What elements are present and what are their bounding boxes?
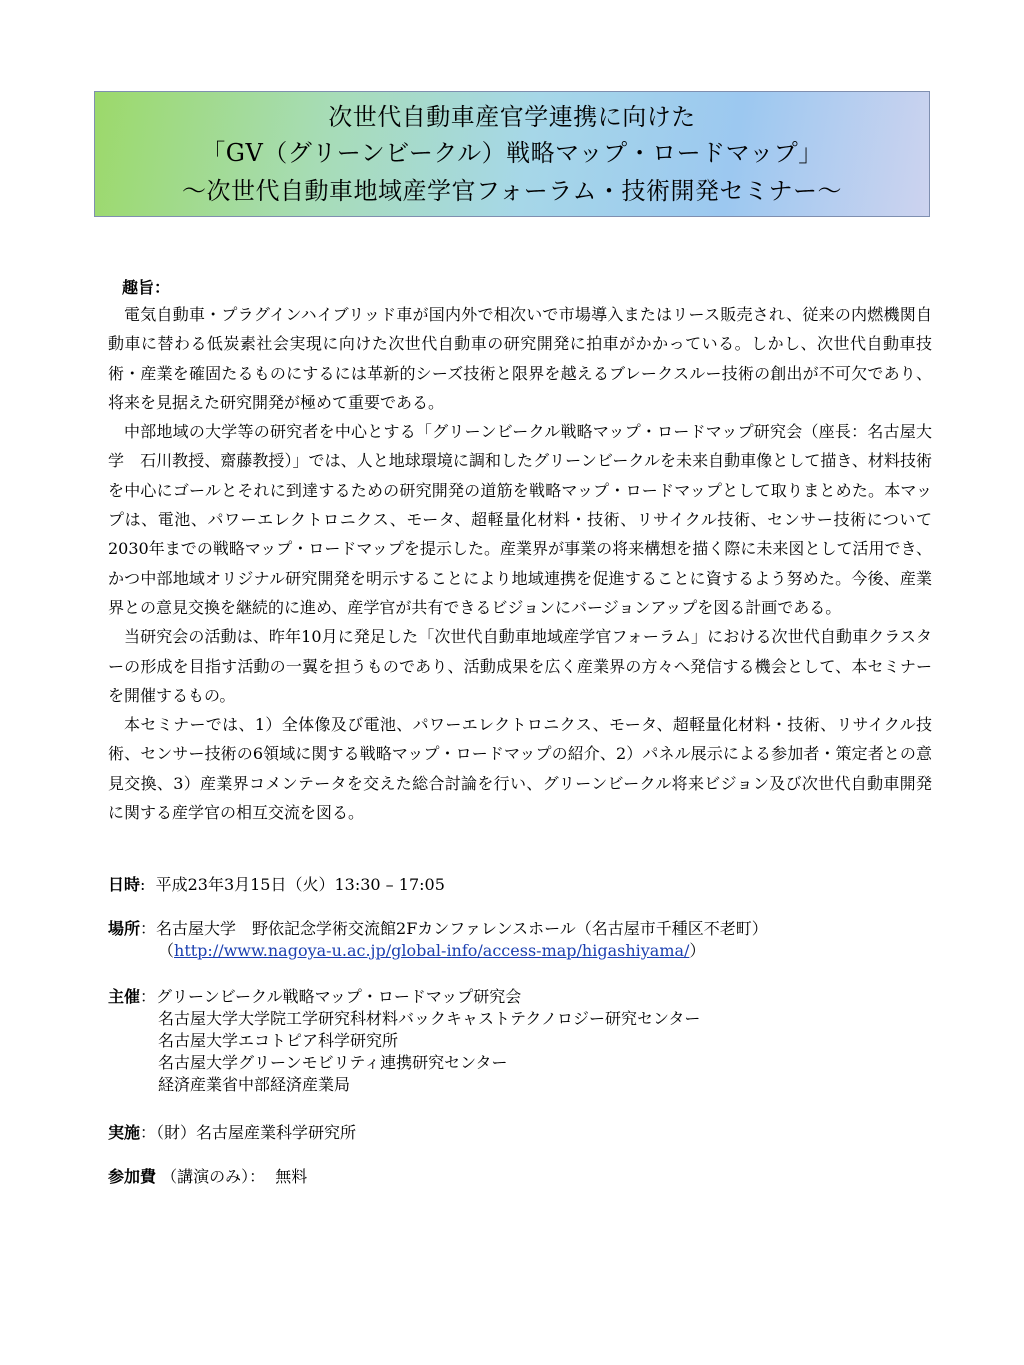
executor-value: ：（財）名古屋産業科学研究所 bbox=[140, 1123, 357, 1142]
venue-label: 場所 bbox=[108, 919, 141, 938]
organizer-label: 主催 bbox=[108, 987, 141, 1006]
title-line-2: 「GV（グリーンビークル）戦略マップ・ロードマップ」 bbox=[201, 139, 823, 167]
fee-label: 参加費 bbox=[108, 1167, 157, 1186]
gist-paragraph: 本セミナーでは、1）全体像及び電池、パワーエレクトロニクス、モータ、超軽量化材料・技術、リサイクル技術、センサー技術の6領域に関する戦略マップ・ロードマップの紹介、2）パネル展示による参加者・策定者との意見交換、3）産業界コメンテータを交えた総合討論を行い、グリーンビークル将来ビジョン及び次世代自動車開発に関する産学官の相互交流を図る。 bbox=[108, 715, 932, 823]
title-line-3: ～次世代自動車地域産学官フォーラム・技術開発セミナー～ bbox=[181, 177, 843, 205]
gist-paragraph: 当研究会の活動は、昨年10月に発足した「次世代自動車地域産学官フォーラム」における次世代自動車クラスターの形成を目指す活動の一翼を担うものであり、活動成果を広く産業界の方々へ発信する機会として、本セミナーを開催するもの。 bbox=[108, 627, 932, 705]
venue-access-link[interactable]: http://www.nagoya-u.ac.jp/global-info/access-map/higashiyama/ bbox=[174, 941, 690, 960]
organizer-row bbox=[108, 986, 700, 1096]
url-open-paren: （ bbox=[158, 941, 175, 960]
url-close-paren: ） bbox=[689, 941, 706, 960]
gist-body bbox=[108, 300, 932, 827]
executor-row bbox=[108, 1122, 356, 1144]
organizer-item: 名古屋大学エコトピア科学研究所 bbox=[158, 1031, 399, 1050]
gist-label: 趣旨： bbox=[122, 278, 171, 297]
organizer-item: 名古屋大学グリーンモビリティ連携研究センター bbox=[158, 1053, 508, 1072]
fee-note: （講演のみ）： bbox=[161, 1167, 266, 1186]
gist-paragraph: 中部地域の大学等の研究者を中心とする「グリーンビークル戦略マップ・ロードマップ研究会（座長：名古屋大学 石川教授、齋藤教授）」では、人と地球環境に調和したグリーンビークルを未来自動車像として描き、材料技術を中心にゴールとそれに到達するための研究開発の道筋を戦略マップ・ロードマップとして取りまとめた。本マップは、電池、パワーエレクトロニクス、モータ、超軽量化材料・技術、リサイクル技術、センサー技術について2030年までの戦略マップ・ロードマップを提示した。産業界が事業の将来構想を描く際に未来図として活用でき、かつ中部地域オリジナル研究開発を明示することにより地域連携を促進することに資するよう努めた。今後、産業界との意見交換を継続的に進め、産学官が共有できるビジョンにバージョンアップを図る計画である。 bbox=[108, 422, 932, 617]
organizer-first: ：グリーンビークル戦略マップ・ロードマップ研究会 bbox=[140, 987, 522, 1006]
date-label: 日時 bbox=[108, 875, 141, 894]
executor-label: 実施 bbox=[108, 1123, 141, 1142]
gist-paragraph: 電気自動車・プラグインハイブリッド車が国内外で相次いで市場導入またはリース販売され、従来の内燃機関自動車に替わる低炭素社会実現に向けた次世代自動車の研究開発に拍車がかかっている。しかし、次世代自動車技術・産業を確固たるものにするには革新的シーズ技術と限界を越えるブレークスルー技術の創出が不可欠であり、将来を見据えた研究開発が極めて重要である。 bbox=[108, 305, 932, 412]
organizer-item: 経済産業省中部経済産業局 bbox=[158, 1075, 351, 1094]
date-row bbox=[108, 874, 445, 896]
fee-value: 無料 bbox=[275, 1167, 308, 1186]
title-line-1: 次世代自動車産官学連携に向けた bbox=[328, 103, 696, 131]
venue-row bbox=[108, 918, 768, 962]
date-value: 平成23年3月15日（火）13:30 – 17:05 bbox=[155, 875, 445, 894]
venue-value: ：名古屋大学 野依記念学術交流館2Fカンファレンスホール（名古屋市千種区不老町） bbox=[140, 919, 768, 938]
date-sep: : bbox=[140, 875, 146, 894]
organizer-item: 名古屋大学大学院工学研究科材料バックキャストテクノロジー研究センター bbox=[158, 1009, 701, 1028]
title-banner bbox=[94, 91, 930, 217]
fee-row bbox=[108, 1166, 307, 1188]
